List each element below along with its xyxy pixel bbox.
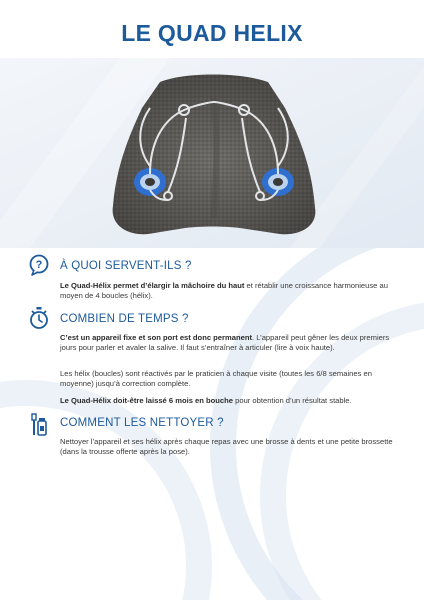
section-paragraph: Le Quad-Hélix permet d’élargir la mâchoire du haut et rétablir une croissance harmonieuse au moyen de 4 boucles (hélix). xyxy=(60,281,388,301)
section-paragraph: C’est un appareil fixe et son port est donc permanent. L’appareil peut gêner les deux premiers jours pour parler et avaler la salive. Il faut s’entraîner à articuler (lire à voix haute). xyxy=(60,333,390,353)
section-heading: COMMENT LES NETTOYER ? xyxy=(60,417,224,429)
photo-band xyxy=(0,58,424,248)
page-title: LE QUAD HELIX xyxy=(121,20,303,46)
quad-helix-appliance-photo xyxy=(0,58,424,248)
svg-text:?: ? xyxy=(35,259,43,271)
question-icon xyxy=(28,254,50,281)
toothbrush-toothpaste-icon xyxy=(30,412,50,441)
section-heading: À QUOI SERVENT-ILS ? xyxy=(60,260,192,272)
section-heading: COMBIEN DE TEMPS ? xyxy=(60,313,189,325)
section-paragraph: Les hélix (boucles) sont réactivés par le praticien à chaque visite (toutes les 6/8 semaines en moyenne) jusqu’à correction complète. xyxy=(60,369,372,389)
section-paragraph: Le Quad-Hélix doit-être laissé 6 mois en bouche pour obtention d’un résultat stable. xyxy=(60,396,352,405)
section-paragraph: Nettoyer l’appareil et ses hélix après chaque repas avec une brosse à dents et une petite brossette (dans la trousse offerte après la pose). xyxy=(60,437,393,457)
stopwatch-icon xyxy=(28,306,50,335)
